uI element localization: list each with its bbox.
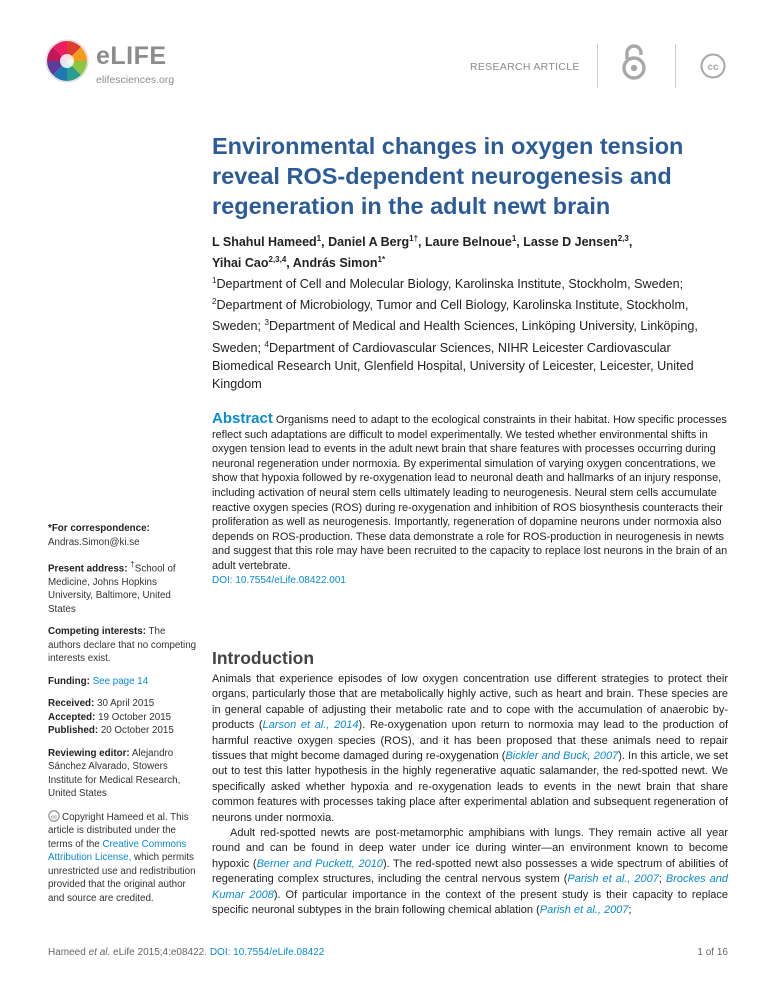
intro-paragraph-2: Adult red-spotted newts are post-metamorphic amphibians with lungs. They remain active all year round and can be found in deep water under ice during winter—an environment known to become hypoxic (Berner and Puckett, 2010). The red-spotted newt also possesses a wide spectrum of abilities of regenerating complex structures, including the central nervous system (Parish et al., 2007; Brockes and Kumar 2008). Of particular importance in the context of the present study is their capacity to replace specific neuronal subtypes in the brain following chemical ablation (Parish et al., 2007; <box>212 827 729 917</box>
creative-commons-icon[interactable] <box>700 53 726 84</box>
correspondence-email[interactable]: Andras.Simon@ki.se <box>48 536 140 548</box>
footer-etal: et al. <box>88 947 111 958</box>
abstract-heading: Abstract <box>212 410 273 427</box>
author-sup: 2,3 <box>617 234 629 243</box>
author-sup: 1* <box>377 255 386 265</box>
intro-paragraph-1: Animals that experience episodes of low oxygen concentration use different strategies to protect their organs, particularly those that are metabolically highly active, such as heart and brain. These species are in general capable of adjusting their metabolic rate and to cope with the accumulation of anaerobic by-products (Larson et al., 2014). Re-oxygenation upon return to normoxia may lead to the production of harmful reactive oxygen species (ROS), and it has been proposed that these animals need to repair tissues that might become damaged during re-oxygenation (Bickler and Buck, 2007). In this article, we set out to test this latter hypothesis in the highly regenerative aquatic salamander, the red-spotted newt. We specifically asked whether hypoxia and re-oxygenation leads to events in the newt brain that share common features with processes taking place after experimental ablation and subsequent regeneration of neurons under normoxia. <box>212 673 729 824</box>
correspondence-label: *For correspondence: <box>48 523 150 534</box>
copyright-text: Copyright Hameed et al. This article is distributed under the terms of the <box>48 811 189 850</box>
author-sup: 1 <box>511 234 517 243</box>
citation-link[interactable]: Larson et al., 2014 <box>262 719 359 732</box>
footer-journal: eLife 2015;4:e08422. <box>110 947 208 958</box>
funding <box>48 675 200 689</box>
author-sup: 1† <box>409 234 419 243</box>
reviewing-editor-value: Alejandro Sánchez Alvarado, Stowers Institute for Medical Research, United States <box>48 747 181 800</box>
affiliations <box>212 272 732 393</box>
affil-sup: 2 <box>212 297 217 307</box>
header-divider <box>597 44 598 88</box>
logo-wordmark: eLIFE <box>96 42 167 70</box>
author-list: L Shahul Hameed$^1$, Daniel A Berg$^{1\dagger}$, Laure Belnoue$^1$, Lasse D Jensen$^{2,3}$, Yihai Cao$^{2,3,4}$, András Simon$^{1*}$ <box>212 234 633 271</box>
correspondence <box>48 522 200 549</box>
citation-link[interactable]: Parish et al., 2007 <box>567 873 659 886</box>
affil-sup: 1 <box>212 276 217 285</box>
svg-text:cc: cc <box>707 62 719 73</box>
page-number: 1 of 16 <box>697 947 728 958</box>
citation-link[interactable]: Brockes and Kumar 2008 <box>212 873 729 901</box>
affil-sup: 3 <box>264 318 269 328</box>
competing-interests-label: Competing interests: <box>48 626 146 638</box>
footer-author: Hameed <box>48 947 89 958</box>
received-date: 30 April 2015 <box>97 698 155 710</box>
author-name[interactable]: Yihai Cao <box>212 256 269 271</box>
published-date: 20 October 2015 <box>100 725 174 737</box>
article-title: Environmental changes in oxygen tension reveal ROS-dependent neurogenesis and regeneration in the adult newt brain <box>212 133 684 219</box>
footer-citation <box>48 947 324 958</box>
author-sup: 1 <box>316 234 322 243</box>
affiliation-1: Department of Cell and Molecular Biology, Karolinska Institute, Stockholm, Sweden; <box>216 277 684 292</box>
abstract <box>212 412 742 588</box>
funding-link[interactable]: See page 14 <box>92 675 149 687</box>
citation-link[interactable]: Bickler and Buck, 2007 <box>505 750 619 763</box>
citation-link[interactable]: Berner and Puckett, 2010 <box>256 857 383 870</box>
accepted-label: Accepted: <box>48 711 96 723</box>
svg-text:cc: cc <box>50 814 58 821</box>
author-name[interactable]: András Simon <box>292 256 378 271</box>
author-name[interactable]: Daniel A Berg <box>328 235 410 250</box>
affiliation-3: Department of Medical and Health Sciences, Linköping University, Linköping, Sweden; <box>212 319 698 355</box>
affiliation-2: Department of Microbiology, Tumor and Cell Biology, Karolinska Institute, Stockholm, Sweden; <box>212 298 689 334</box>
article-sidebar <box>48 522 200 914</box>
author-sup: 2,3,4 <box>268 255 287 265</box>
competing-interests-value: The authors declare that no competing interests exist. <box>48 626 197 665</box>
affil-sup: 4 <box>264 339 269 349</box>
competing-interests <box>48 625 200 666</box>
affiliation-4: Department of Cardiovascular Sciences, NIHR Leicester Cardiovascular Biomedical Research Unit, Glenfield Hospital, University of Leicester, Leicester, United Kingdom <box>212 340 694 391</box>
elife-logo-icon <box>44 38 90 84</box>
open-access-icon[interactable] <box>619 44 649 85</box>
present-address-value: School of Medicine, Johns Hopkins University, Baltimore, United States <box>48 563 176 615</box>
present-address-label: Present address: <box>48 563 128 575</box>
author-name[interactable]: L Shahul Hameed <box>212 235 317 250</box>
reviewing-editor <box>48 747 200 801</box>
dates <box>48 697 200 738</box>
footer-doi-link[interactable]: DOI: 10.7554/eLife.08422 <box>209 947 325 958</box>
elife-logo[interactable] <box>44 38 186 92</box>
present-address-sup: † <box>130 560 135 569</box>
accepted-date: 19 October 2015 <box>98 711 172 723</box>
cc-license-link[interactable]: Creative Commons Attribution License, <box>48 838 187 864</box>
introduction-heading: Introduction <box>212 648 315 668</box>
copyright-text-end: which permits unrestricted use and redistribution provided that the original author and source are credited. <box>48 852 196 904</box>
published-label: Published: <box>48 725 99 737</box>
copyright <box>48 810 200 906</box>
author-name[interactable]: Laure Belnoue <box>424 235 512 250</box>
citation-link[interactable]: Parish et al., 2007 <box>539 904 629 917</box>
header-divider <box>675 44 676 88</box>
introduction-body <box>212 672 728 919</box>
reviewing-editor-label: Reviewing editor: <box>48 747 130 759</box>
logo-url[interactable]: elifesciences.org <box>96 74 175 86</box>
article-type-label: RESEARCH ARTICLE <box>470 61 580 73</box>
received-label: Received: <box>48 698 95 710</box>
abstract-text: Organisms need to adapt to the ecological constraints in their habitat. How specific processes reflect such adaptations are difficult to model experimentally. We tested whether environmental shifts in oxygen tension lead to events in the adult newt brain that share features with processes occurring during neuronal regeneration under normoxia. By experimental simulation of varying oxygen concentrations, we show that hypoxia followed by re-oxygenation lead to neuronal death and hallmarks of an injury response, including activation of neural stem cells ultimately leading to neurogenesis. Neural stem cells accumulate reactive oxygen species (ROS) during re-oxygenation and inhibition of ROS biosynthesis counteracts their proliferation as well as neurogenesis. Importantly, regeneration of dopamine neurons under normoxia also depends on ROS-production. These data demonstrate a role for ROS-production in neurogenesis in newts and suggest that this role may have been recruited to the capacity to replace lost neurons in the brain of an adult vertebrate. <box>212 414 728 572</box>
cc-license-icon <box>48 810 60 822</box>
funding-label: Funding: <box>48 675 90 687</box>
author-name[interactable]: Lasse D Jensen <box>523 235 618 250</box>
present-address <box>48 558 200 616</box>
abstract-doi-link[interactable]: DOI: 10.7554/eLife.08422.001 <box>212 574 346 586</box>
